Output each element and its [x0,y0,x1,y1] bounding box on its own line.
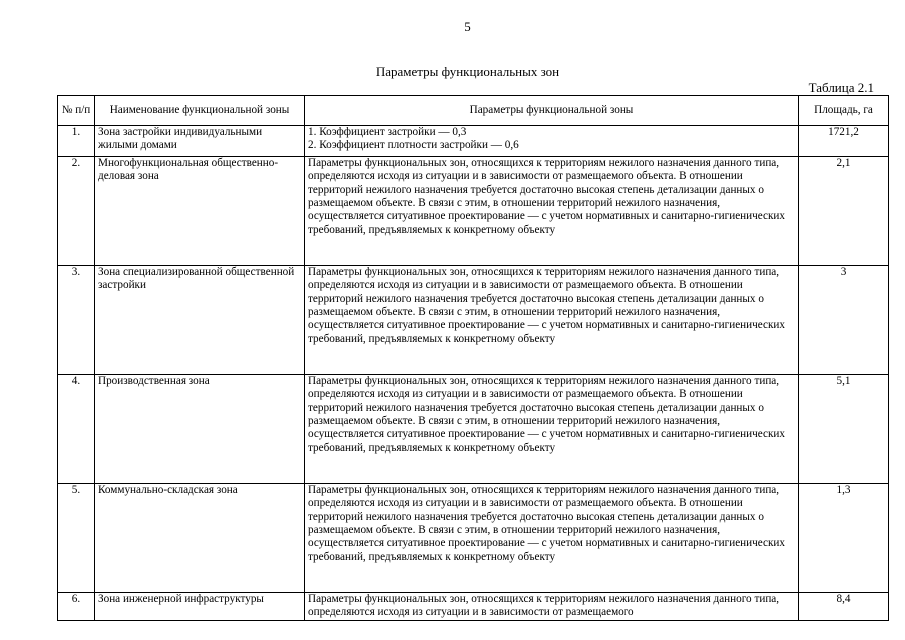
zones-table [57,95,889,621]
row-num: 1. [58,126,95,157]
row-params: Параметры функциональных зон, относящихся к территориям нежилого назначения данного типа, определяются исходя из ситуации и в зависимости от размещаемого объекта. В отношении территорий нежилого назначения требуется достаточно высокая степень детализации данных о размещаемом объекте. В связи с этим, в отношении территорий нежилого назначения, осуществляется ситуативное проектирование — с учетом нормативных и санитарно-гигиенических требований, предъявляемых к конкретному объекту [305,484,799,593]
table-row [58,157,889,266]
row-area: 1721,2 [799,126,889,157]
row-area: 3 [799,266,889,375]
row-num: 6. [58,593,95,621]
header-name: Наименование функциональной зоны [95,96,305,126]
page-number: 5 [464,19,471,34]
row-area: 2,1 [799,157,889,266]
table-header-row [58,96,889,126]
row-zone-name: Зона инженерной инфраструктуры [95,593,305,621]
row-num: 2. [58,157,95,266]
row-num: 4. [58,375,95,484]
row-params: Параметры функциональных зон, относящихся к территориям нежилого назначения данного типа, определяются исходя из ситуации и в зависимости от размещаемого объекта. В отношении территорий нежилого назначения требуется достаточно высокая степень детализации данных о размещаемом объекте. В связи с этим, в отношении территорий нежилого назначения, осуществляется ситуативное проектирование — с учетом нормативных и санитарно-гигиенических требований, предъявляемых к конкретному объекту [305,157,799,266]
row-params: Параметры функциональных зон, относящихся к территориям нежилого назначения данного типа, определяются исходя из ситуации и в зависимости от размещаемого объекта. В отношении территорий нежилого назначения требуется достаточно высокая степень детализации данных о размещаемом объекте. В связи с этим, в отношении территорий нежилого назначения, осуществляется ситуативное проектирование — с учетом нормативных и санитарно-гигиенических требований, предъявляемых к конкретному объекту [305,375,799,484]
table-row [58,484,889,593]
row-num: 3. [58,266,95,375]
row-params [305,126,799,157]
row-num: 5. [58,484,95,593]
table-label: Таблица 2.1 [808,80,874,95]
params-line: 2. Коэффициент плотности застройки — 0,6 [308,139,519,152]
document-title: Параметры функциональных зон [375,64,560,79]
header-num: № п/п [58,96,95,126]
row-area: 8,4 [799,593,889,621]
row-zone-name: Зона специализированной общественной застройки [95,266,305,375]
row-area: 5,1 [799,375,889,484]
row-area: 1,3 [799,484,889,593]
table-row [58,593,889,621]
params-line: 1. Коэффициент застройки — 0,3 [308,126,467,138]
row-params: Параметры функциональных зон, относящихся к территориям нежилого назначения данного типа, определяются исходя из ситуации и в зависимости от размещаемого объекта. В отношении территорий нежилого назначения требуется достаточно высокая степень детализации данных о размещаемом объекте. В связи с этим, в отношении территорий нежилого назначения, осуществляется ситуативное проектирование — с учетом нормативных и санитарно-гигиенических требований, предъявляемых к конкретному объекту [305,266,799,375]
row-zone-name: Многофункциональная общественно-деловая зона [95,157,305,266]
table-row [58,126,889,157]
header-area: Площадь, га [799,96,889,126]
row-zone-name: Производственная зона [95,375,305,484]
header-params: Параметры функциональной зоны [305,96,799,126]
row-params: Параметры функциональных зон, относящихся к территориям нежилого назначения данного типа, определяются исходя из ситуации и в зависимости от размещаемого [305,593,799,621]
table-row [58,266,889,375]
row-zone-name: Зона застройки индивидуальными жилыми домами [95,126,305,157]
row-zone-name: Коммунально-складская зона [95,484,305,593]
table-row [58,375,889,484]
